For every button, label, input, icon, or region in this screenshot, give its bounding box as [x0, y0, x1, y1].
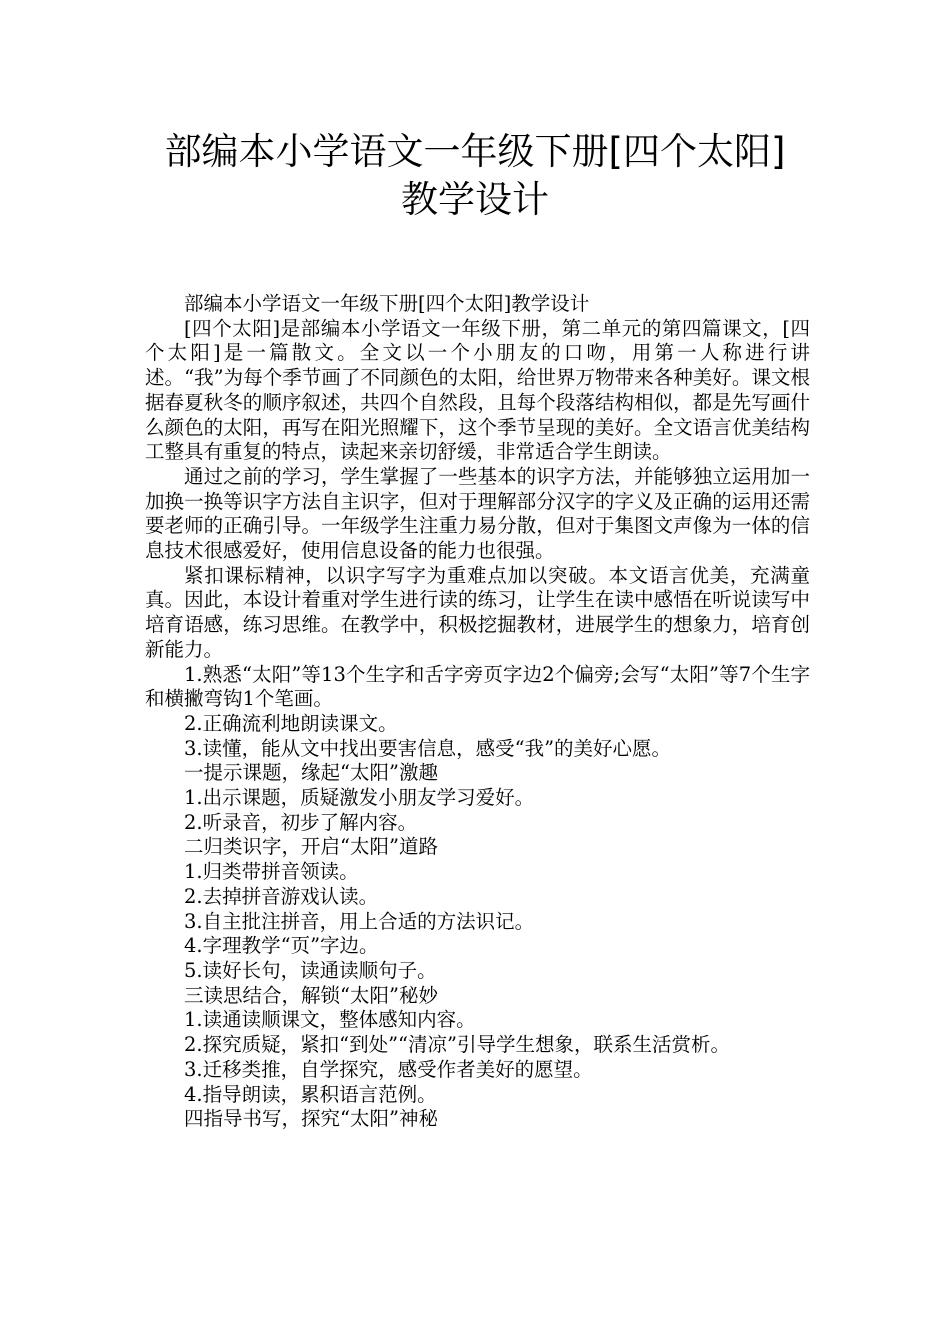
list-item: 1.出示课题，质疑激发小朋友学习爱好。	[184, 786, 535, 810]
list-item: 2.探究质疑，紧扣“到处”“清凉”引导学生想象，联系生活赏析。	[184, 1033, 730, 1057]
section-heading: 一提示课题，缘起“太阳”激趣	[184, 761, 438, 785]
list-item: 1.读通读顺课文，整体感知内容。	[184, 1008, 476, 1032]
section-heading: 二归类识字，开启“太阳”道路	[184, 835, 438, 859]
objective-item: 1.熟悉“太阳”等13个生字和舌字旁页字边2个偏旁;会写“太阳”等7个生字和横撇弯钩1个笔画。	[145, 662, 810, 711]
section-heading: 四指导书写，探究“太阳”神秘	[184, 1107, 438, 1131]
document-title	[100, 128, 850, 224]
list-item: 4.指导朗读，累积语言范例。	[184, 1082, 437, 1106]
list-item: 2.听录音，初步了解内容。	[184, 810, 418, 834]
objective-item: 2.正确流利地朗读课文。	[184, 711, 398, 735]
body-paragraph: 紧扣课标精神，以识字写字为重难点加以突破。本文语言优美，充满童真。因此，本设计着重对学生进行读的练习，让学生在读中感悟在听说读写中培育语感，练习思维。在教学中，积极挖掘教材，进展学生的想象力，培育创新能力。	[145, 563, 810, 661]
title-line-1: 部编本小学语文一年级下册[四个太阳]	[164, 130, 786, 173]
list-item: 3.迁移类推，自学探究，感受作者美好的愿望。	[184, 1057, 593, 1081]
list-item: 4.字理教学“页”字边。	[184, 934, 379, 958]
body-heading: 部编本小学语文一年级下册[四个太阳]教学设计	[184, 292, 590, 315]
list-item: 5.读好长句，读通读顺句子。	[184, 958, 437, 982]
list-item: 3.自主批注拼音，用上合适的方法识记。	[184, 909, 535, 933]
objective-item: 3.读懂，能从文中找出要害信息，感受“我”的美好心愿。	[184, 736, 672, 760]
title-line-2: 教学设计	[401, 178, 549, 221]
section-heading: 三读思结合，解锁“太阳”秘妙	[184, 983, 438, 1007]
body-paragraph: 通过之前的学习，学生掌握了一些基本的识字方法，并能够独立运用加一加换一换等识字方法自主识字，但对于理解部分汉字的字义及正确的运用还需要老师的正确引导。一年级学生注重力易分散，但对于集图文声像为一体的信息技术很感爱好，使用信息设备的能力也很强。	[145, 464, 810, 563]
list-item: 1.归类带拼音领读。	[184, 860, 359, 884]
body-paragraph: [四个太阳]是部编本小学语文一年级下册，第二单元的第四篇课文，[四个太阳]是一篇散文。全文以一个小朋友的口吻，用第一人称进行讲述。“我”为每个季节画了不同颜色的太阳，给世界万物带来各种美好。课文根据春夏秋冬的顺序叙述，共四个自然段，且每个段落结构相似，都是先写画什么颜色的太阳，再写在阳光照耀下，这个季节呈现的美好。全文语言优美结构工整具有重复的特点，读起来亲切舒缓，非常适合学生朗读。	[145, 316, 810, 464]
document-body	[145, 292, 810, 1132]
list-item: 2.去掉拼音游戏认读。	[184, 884, 379, 908]
